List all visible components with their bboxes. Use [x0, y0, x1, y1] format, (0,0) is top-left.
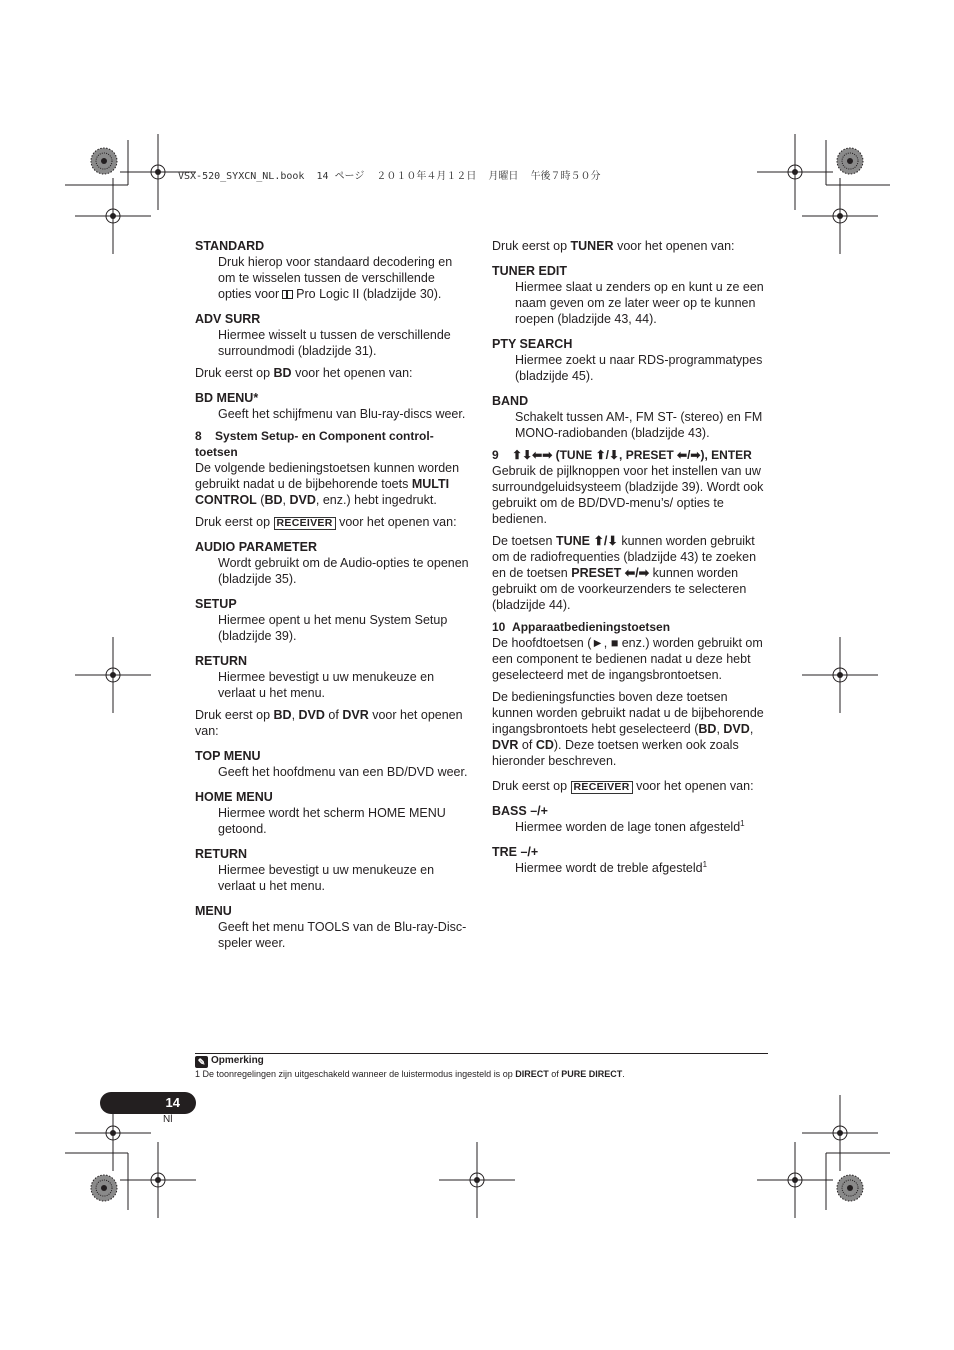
section-8-desc: De volgende bedieningstoetsen kunnen worden gebruikt nadat u de bijbehorende toets MULTI CONTROL (BD, DVD, enz.) hebt ingedrukt.	[195, 461, 460, 507]
setup-desc: Hiermee opent u het menu System Setup (bladzijde 39).	[218, 613, 448, 643]
return-desc: Hiermee bevestigt u uw menukeuze en verlaat u het menu.	[218, 670, 435, 700]
section-8-heading: 8 System Setup- en Component control-toetsen	[195, 429, 434, 459]
home-menu-title: HOME MENU	[195, 790, 273, 804]
section-10-desc: De hoofdtoetsen (►, ■ enz.) worden gebruikt om een component te bedienen nadat u deze hebt geselecteerd met de ingangsbrontoetsen.	[492, 636, 763, 682]
page-language: Nl	[163, 1114, 173, 1125]
left-column	[195, 238, 471, 957]
tuner-edit-desc: Hiermee slaat u zenders op en kunt u ze een naam geven om ze later weer op te kunnen roepen (bladzijde 43, 44).	[515, 280, 764, 326]
receiver-button-label: RECEIVER	[274, 517, 336, 530]
standard-desc: Druk hierop voor standaard decodering en om te wisselen tussen de verschillende opties voor Pro Logic II (bladzijde 30).	[218, 255, 453, 301]
adv-surr-title: ADV SURR	[195, 312, 261, 326]
tune-preset-desc: De toetsen TUNE ⬆/⬇ kunnen worden gebruikt om de radiofrequenties (bladzijde 43) te zoeken en de toetsen PRESET ⬅/➡ kunnen worden gebruikt om de voorkeurzenders te selecteren (bladzijde 44).	[492, 534, 757, 612]
return-2-desc: Hiermee bevestigt u uw menukeuze en verlaat u het menu.	[218, 863, 435, 893]
file-header: VSX-520_SYXCN_NL.book 14 ページ ２０１０年４月１２日 月曜日 午後７時５０分	[178, 171, 601, 182]
pty-search-title: PTY SEARCH	[492, 337, 573, 351]
section-9-desc: Gebruik de pijlknoppen voor het instellen van uw surroundgeluidsysteem (bladzijde 39). Wordt ook gebruikt om de BD/DVD-menu’s/ opties te bedienen.	[492, 464, 764, 526]
note-text: 1 De toonregelingen zijn uitgeschakeld wanneer de luistermodus ingesteld is op DIRECT of PURE DIRECT.	[195, 1069, 625, 1079]
adv-surr-desc: Hiermee wisselt u tussen de verschillende surroundmodi (bladzijde 31).	[218, 328, 451, 358]
note-heading: ✎ Opmerking	[195, 1055, 264, 1068]
section-9-heading: 9 ⬆⬇⬅➡ (TUNE ⬆/⬇, PRESET ⬅/➡), ENTER	[492, 448, 752, 462]
standard-title: STANDARD	[195, 239, 265, 253]
pty-search-desc: Hiermee zoekt u naar RDS-programmatypes (bladzijde 45).	[515, 353, 763, 383]
note-divider	[195, 1053, 768, 1054]
audio-parameter-desc: Wordt gebruikt om de Audio-opties te openen (bladzijde 35).	[218, 556, 469, 586]
return-2-title: RETURN	[195, 847, 248, 861]
bass-desc: Hiermee worden de lage tonen afgesteld$^1$	[515, 818, 745, 834]
receiver-intro-2: Druk eerst op RECEIVER voor het openen van:	[492, 779, 754, 793]
return-title: RETURN	[195, 654, 248, 668]
tuner-edit-title: TUNER EDIT	[492, 264, 567, 278]
right-column	[492, 238, 768, 882]
receiver-intro: Druk eerst op RECEIVER voor het openen van:	[195, 515, 457, 529]
audio-parameter-title: AUDIO PARAMETER	[195, 540, 317, 554]
section-10-heading: 10 Apparaatbedieningstoetsen	[492, 620, 671, 634]
arrow-keys-icon: ⬆⬇⬅➡	[512, 448, 553, 462]
bass-title: BASS –/+	[492, 804, 548, 818]
home-menu-desc: Hiermee wordt het scherm HOME MENU getoond.	[218, 806, 446, 836]
setup-title: SETUP	[195, 597, 237, 611]
top-menu-desc: Geeft het hoofdmenu van een BD/DVD weer.	[218, 765, 468, 779]
band-desc: Schakelt tussen AM-, FM ST- (stereo) en FM MONO-radiobanden (bladzijde 43).	[515, 410, 763, 440]
menu-desc: Geeft het menu TOOLS van de Blu-ray-Disc-speler weer.	[218, 920, 467, 950]
pencil-note-icon: ✎	[195, 1056, 208, 1068]
treble-title: TRE –/+	[492, 845, 539, 859]
bd-menu-title: BD MENU*	[195, 391, 259, 405]
functions-desc: De bedieningsfuncties boven deze toetsen kunnen worden gebruikt nadat u de bijbehorende ingangsbrontoets hebt geselecteerd (BD, DVD, DVR of CD). Deze toetsen werken ook zoals hieronder beschreven.	[492, 690, 764, 768]
disc-intro: Druk eerst op BD, DVD of DVR voor het openen van:	[195, 708, 463, 738]
dolby-icon	[282, 290, 293, 299]
treble-desc: Hiermee wordt de treble afgesteld$^1$	[515, 859, 708, 875]
bd-menu-desc: Geeft het schijfmenu van Blu-ray-discs weer.	[218, 407, 466, 421]
menu-title: MENU	[195, 904, 232, 918]
bd-intro: Druk eerst op BD voor het openen van:	[195, 366, 413, 380]
page-number-badge: 14	[100, 1092, 196, 1114]
tuner-intro: Druk eerst op TUNER voor het openen van:	[492, 239, 735, 253]
receiver-button-label-2: RECEIVER	[571, 781, 633, 794]
top-menu-title: TOP MENU	[195, 749, 261, 763]
band-title: BAND	[492, 394, 529, 408]
